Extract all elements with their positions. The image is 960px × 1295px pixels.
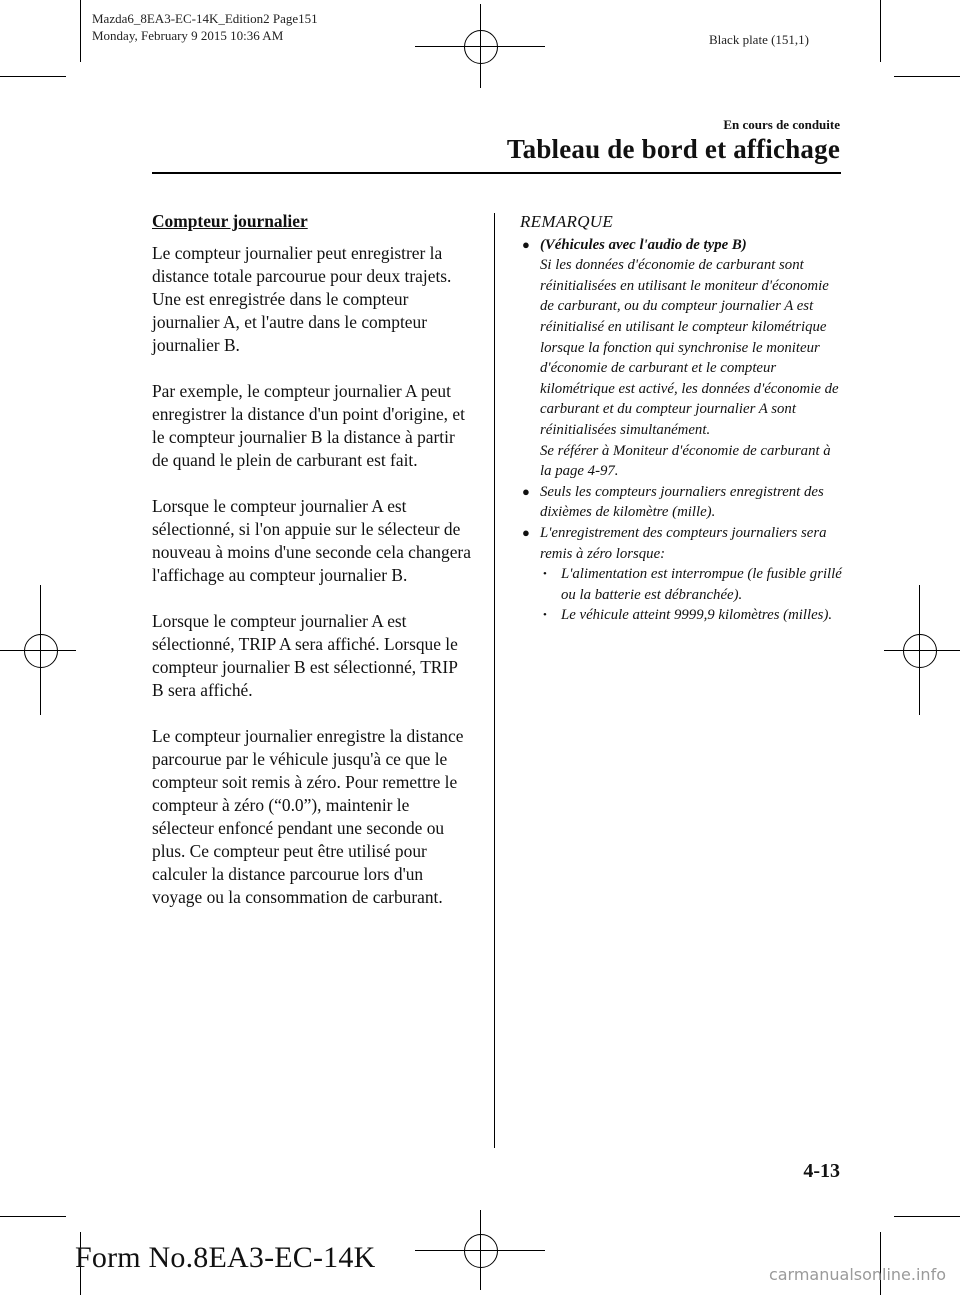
crop-mark — [880, 1232, 881, 1295]
note-sub-bullet-text: L'alimentation est interrompue (le fusible grillé ou la batterie est débranchée). — [561, 566, 842, 603]
section-label: En cours de conduite — [723, 117, 840, 132]
column-divider — [494, 213, 495, 1148]
note-sub-bullet — [520, 605, 845, 626]
sub-bullet-icon: • — [543, 568, 547, 581]
note-title: REMARQUE — [520, 212, 614, 231]
crop-mark — [894, 1216, 960, 1217]
paragraph: Lorsque le compteur journalier A est sélectionné, si l'on appuie sur le sélecteur de nouveau à moins d'une seconde cela changera l'affichage au compteur journalier B. — [152, 496, 471, 585]
bullet-icon: ● — [522, 524, 530, 540]
note-bullet — [520, 523, 845, 564]
crop-mark — [880, 0, 881, 62]
note-bullet-text: Seuls les compteurs journaliers enregistrent des dixièmes de kilomètre (mille). — [540, 483, 824, 521]
paragraph: Par exemple, le compteur journalier A peut enregistrer la distance d'un point d'origine, et le compteur journalier B la distance à partir de quand le plein de carburant est fait. — [152, 381, 465, 470]
paragraph: Lorsque le compteur journalier A est sélectionné, TRIP A sera affiché. Lorsque le compteur journalier B est sélectionné, TRIP B sera affiché. — [152, 611, 458, 700]
registration-mark-circle — [24, 634, 58, 668]
chapter-title: Tableau de bord et affichage — [506, 134, 840, 164]
note-sub-bullet-text: Le véhicule atteint 9999,9 kilomètres (milles). — [561, 607, 833, 624]
registration-mark-circle — [464, 30, 498, 64]
section-heading: Compteur journalier — [152, 211, 308, 231]
slug-line-1: Mazda6_8EA3-EC-14K_Edition2 Page151 — [92, 11, 318, 26]
registration-mark-circle — [464, 1234, 498, 1268]
paragraph: Le compteur journalier peut enregistrer la distance totale parcourue pour deux trajets. Une est enregistrée dans le compteur journalier A, et l'autre dans le compteur journalier B. — [152, 243, 452, 355]
left-column — [152, 210, 472, 932]
watermark: carmanualsonline.info — [768, 1265, 946, 1284]
crop-mark — [0, 76, 66, 77]
form-number: Form No.8EA3-EC-14K — [75, 1241, 376, 1274]
bullet-icon: ● — [522, 483, 530, 499]
note-bullet — [520, 235, 845, 482]
sub-bullet-icon: • — [543, 609, 547, 622]
print-slug — [92, 10, 318, 44]
note-bullet-text: L'enregistrement des compteurs journaliers sera remis à zéro lorsque: — [540, 524, 827, 562]
note-bullet-ref: Se référer à Moniteur d'économie de carburant à la page 4-97. — [540, 442, 831, 480]
note-bullet — [520, 482, 845, 523]
note-box — [520, 212, 845, 626]
crop-mark — [0, 1216, 66, 1217]
note-bullet-text: Si les données d'économie de carburant sont réinitialisées en utilisant le moniteur d'économie de carburant, ou du compteur journalier A est réinitialisé en utilisant le compteur kilométrique lorsque la fonction qui synchronise le moniteur d'économie de carburant et le compteur kilométrique est activé, les données d'économie de carburant et du compteur journalier A sont réinitialisées simultanément. — [540, 257, 839, 438]
note-sub-bullet — [520, 564, 845, 605]
bullet-icon: ● — [522, 236, 530, 252]
crop-mark — [80, 0, 81, 62]
registration-mark-circle — [903, 634, 937, 668]
crop-mark — [894, 76, 960, 77]
note-bullet-lead: (Véhicules avec l'audio de type B) — [540, 236, 747, 253]
slug-line-2: Monday, February 9 2015 10:36 AM — [92, 28, 284, 43]
page-number: 4-13 — [803, 1160, 840, 1182]
plate-label: Black plate (151,1) — [709, 32, 809, 47]
paragraph: Le compteur journalier enregistre la distance parcourue par le véhicule jusqu'à ce que le compteur soit remis à zéro. Pour remettre le compteur à zéro (“0.0”), maintenir le sélecteur enfoncé pendant une seconde ou plus. Ce compteur peut être utilisé pour calculer la distance parcourue lors d'un voyage ou la consommation de carburant. — [152, 726, 464, 907]
header-rule — [152, 172, 841, 174]
